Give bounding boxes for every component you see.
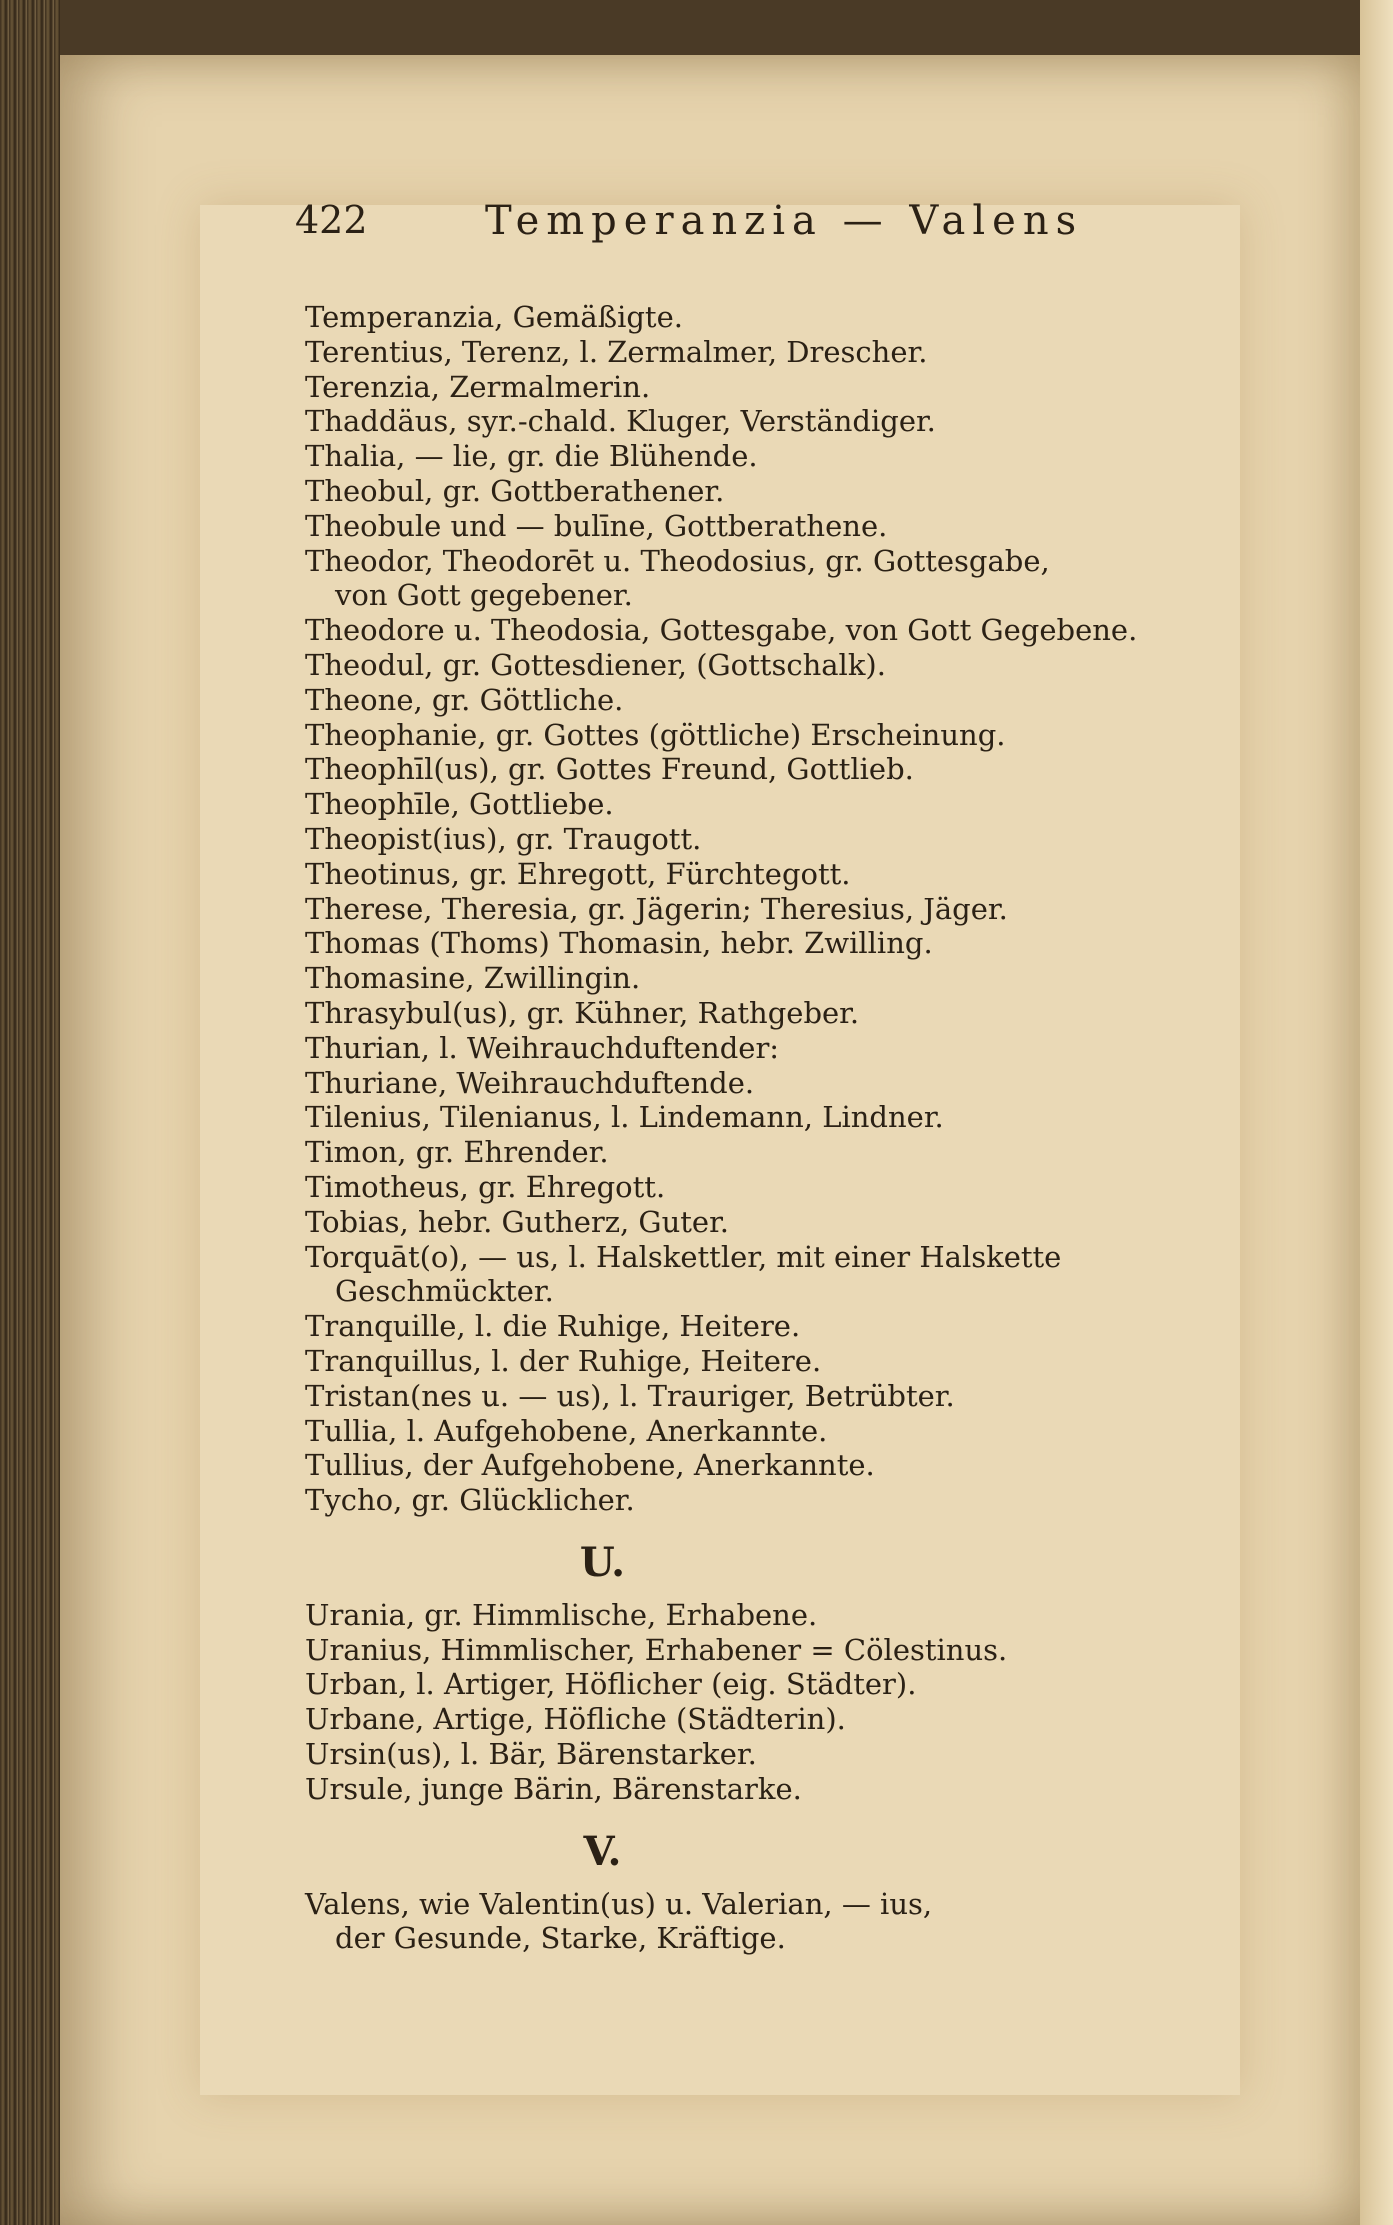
entry: Thurian, l. Weihrauchduftender: bbox=[305, 1030, 780, 1065]
entry: Thalia, — lie, gr. die Blühende. bbox=[305, 439, 758, 474]
dictionary-entries bbox=[305, 290, 1305, 1956]
entry: Theopist(ius), gr. Traugott. bbox=[305, 821, 702, 856]
entry: Ursin(us), l. Bär, Bärenstarker. bbox=[305, 1737, 757, 1772]
entry: Thomas (Thoms) Thomasin, hebr. Zwilling. bbox=[305, 926, 933, 961]
entry: Urbane, Artige, Höfliche (Städterin). bbox=[305, 1702, 846, 1737]
entry: Tristan(nes u. — us), l. Trauriger, Betrübter. bbox=[305, 1378, 955, 1413]
entry: Tranquille, l. die Ruhige, Heitere. bbox=[305, 1309, 801, 1344]
entry-continuation: der Gesunde, Starke, Kräftige. bbox=[335, 1921, 786, 1956]
entry: Timotheus, gr. Ehregott. bbox=[305, 1169, 666, 1204]
entry: Theodore u. Theodosia, Gottesgabe, von Gott Gegebene. bbox=[305, 613, 1138, 648]
entry: Urban, l. Artiger, Höflicher (eig. Städter). bbox=[305, 1667, 917, 1702]
entry: Tranquillus, l. der Ruhige, Heitere. bbox=[305, 1343, 822, 1378]
entry: Temperanzia, Gemäßigte. bbox=[305, 300, 683, 334]
book-spine-edge bbox=[0, 0, 60, 2225]
entry: Theobule und — bulīne, Gottberathene. bbox=[305, 508, 888, 543]
page-header bbox=[295, 198, 1125, 258]
entry: Thuriane, Weihrauchduftende. bbox=[305, 1065, 755, 1100]
entry: Thomasine, Zwillingin. bbox=[305, 961, 641, 996]
entry: Thaddäus, syr.-chald. Kluger, Verständiger. bbox=[305, 404, 936, 439]
entry: Tobias, hebr. Gutherz, Guter. bbox=[305, 1204, 729, 1239]
entry: Ursule, junge Bärin, Bärenstarke. bbox=[305, 1771, 802, 1806]
entry: Theobul, gr. Gottberathener. bbox=[305, 473, 725, 508]
entry: Theone, gr. Göttliche. bbox=[305, 682, 624, 717]
entry: Uranius, Himmlischer, Erhabener = Cölestinus. bbox=[305, 1632, 1008, 1667]
entry: Tilenius, Tilenianus, l. Lindemann, Lindner. bbox=[305, 1100, 944, 1135]
entry: Theodor, Theodorēt u. Theodosius, gr. Gottesgabe, bbox=[305, 543, 1050, 578]
entry: Timon, gr. Ehrender. bbox=[305, 1135, 609, 1170]
entry: Theodul, gr. Gottesdiener, (Gottschalk). bbox=[305, 647, 886, 682]
page-number: 422 bbox=[295, 198, 368, 242]
entry: Thrasybul(us), gr. Kühner, Rathgeber. bbox=[305, 995, 860, 1030]
entry: Theophīle, Gottliebe. bbox=[305, 787, 614, 822]
entry: Theophīl(us), gr. Gottes Freund, Gottlieb. bbox=[305, 752, 914, 787]
section-t bbox=[305, 300, 1305, 1518]
running-title: Temperanzia — Valens bbox=[485, 198, 1084, 244]
entry: Terenzia, Zermalmerin. bbox=[305, 369, 651, 404]
entry: Theophanie, gr. Gottes (göttliche) Erscheinung. bbox=[305, 717, 1006, 752]
section-u bbox=[305, 1528, 1305, 1807]
entry: Tullia, l. Aufgehobene, Anerkannte. bbox=[305, 1413, 828, 1448]
entry: Therese, Theresia, gr. Jägerin; Theresius, Jäger. bbox=[305, 891, 1008, 926]
next-page-edge bbox=[1360, 0, 1393, 2225]
entry: Theotinus, gr. Ehregott, Fürchtegott. bbox=[305, 856, 851, 891]
entry-continuation: von Gott gegebener. bbox=[335, 578, 633, 613]
entry: Torquāt(o), — us, l. Halskettler, mit einer Halskette bbox=[305, 1239, 1062, 1274]
section-v bbox=[305, 1817, 1305, 1957]
entry: Valens, wie Valentin(us) u. Valerian, — ius, bbox=[305, 1886, 933, 1921]
entry: Tullius, der Aufgehobene, Anerkannte. bbox=[305, 1448, 875, 1483]
entry: Terentius, Terenz, l. Zermalmer, Drescher. bbox=[305, 334, 928, 369]
section-heading: V. bbox=[583, 1827, 622, 1875]
entry-continuation: Geschmückter. bbox=[335, 1274, 554, 1309]
entry: Urania, gr. Himmlische, Erhabene. bbox=[305, 1597, 818, 1632]
entry: Tycho, gr. Glücklicher. bbox=[305, 1483, 635, 1518]
section-heading: U. bbox=[579, 1538, 626, 1586]
